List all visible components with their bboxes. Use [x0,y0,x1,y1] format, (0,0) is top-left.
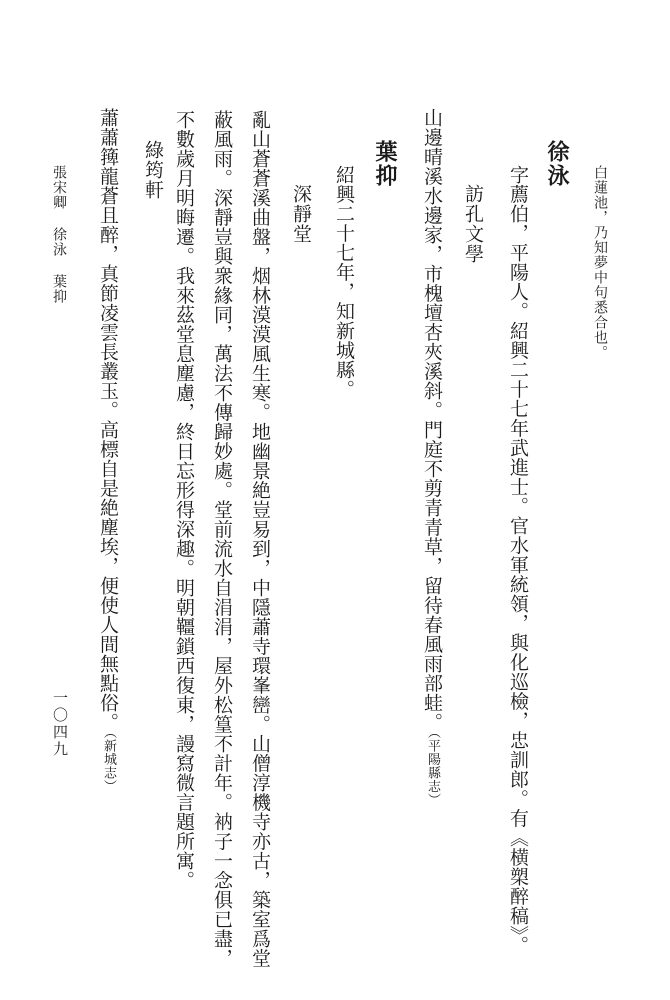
poem-line [98,108,117,793]
continuation-note: 白蓮池，乃知夢中句悉合也。 [592,165,608,360]
poem-title: 深靜堂 [290,184,312,244]
poem-line: 亂山蒼蒼溪曲盤，烟林漠漠風生寒。地幽景絶豈易到，中隱蕭寺環峯巒。山僧淳機寺亦古，築室爲堂 [249,110,271,968]
author-name-xu-yong: 徐泳 [544,140,570,188]
source-note: （平陽縣志） [425,732,440,807]
poem-text: 山邊晴溪水邊家，市槐壇杏夾溪斜。門庭不剪青青草，留待春風雨部蛙。 [421,108,443,732]
author-name-ye-yi: 葉抑 [372,140,398,188]
running-head: 張宋卿 徐泳 葉抑 [51,165,67,304]
author-bio-ye-yi: 紹興二十七年，知新城縣。 [333,165,355,399]
page-number: 一〇四九 [51,690,69,758]
poem-line: 蔽風雨。深靜豈與衆緣同，萬法不傳歸妙處。堂前流水自涓涓，屋外松篁不計年。衲子一念俱已盡， [211,110,233,968]
poem-title: 綠筠軒 [142,140,164,200]
poem-line: 不數歲月明晦遷。我來茲堂息塵慮，終日忘形得深趣。明朝韁鎖西復東，謾寫微言題所寓。 [173,110,195,890]
poem-title: 訪孔文學 [462,184,484,264]
author-bio-xu-yong: 字薦伯，平陽人。紹興二十七年武進士。官水軍統領，與化巡檢，忠訓郎。有《横槊醉稿》。 [507,165,529,955]
poem-text: 蕭蕭篺龍蒼且醉，真節凌雲長叢玉。高標自是絶塵埃，便使人間無點俗。 [97,108,119,732]
poem-line [422,108,441,807]
source-note: （新城志） [101,732,116,793]
